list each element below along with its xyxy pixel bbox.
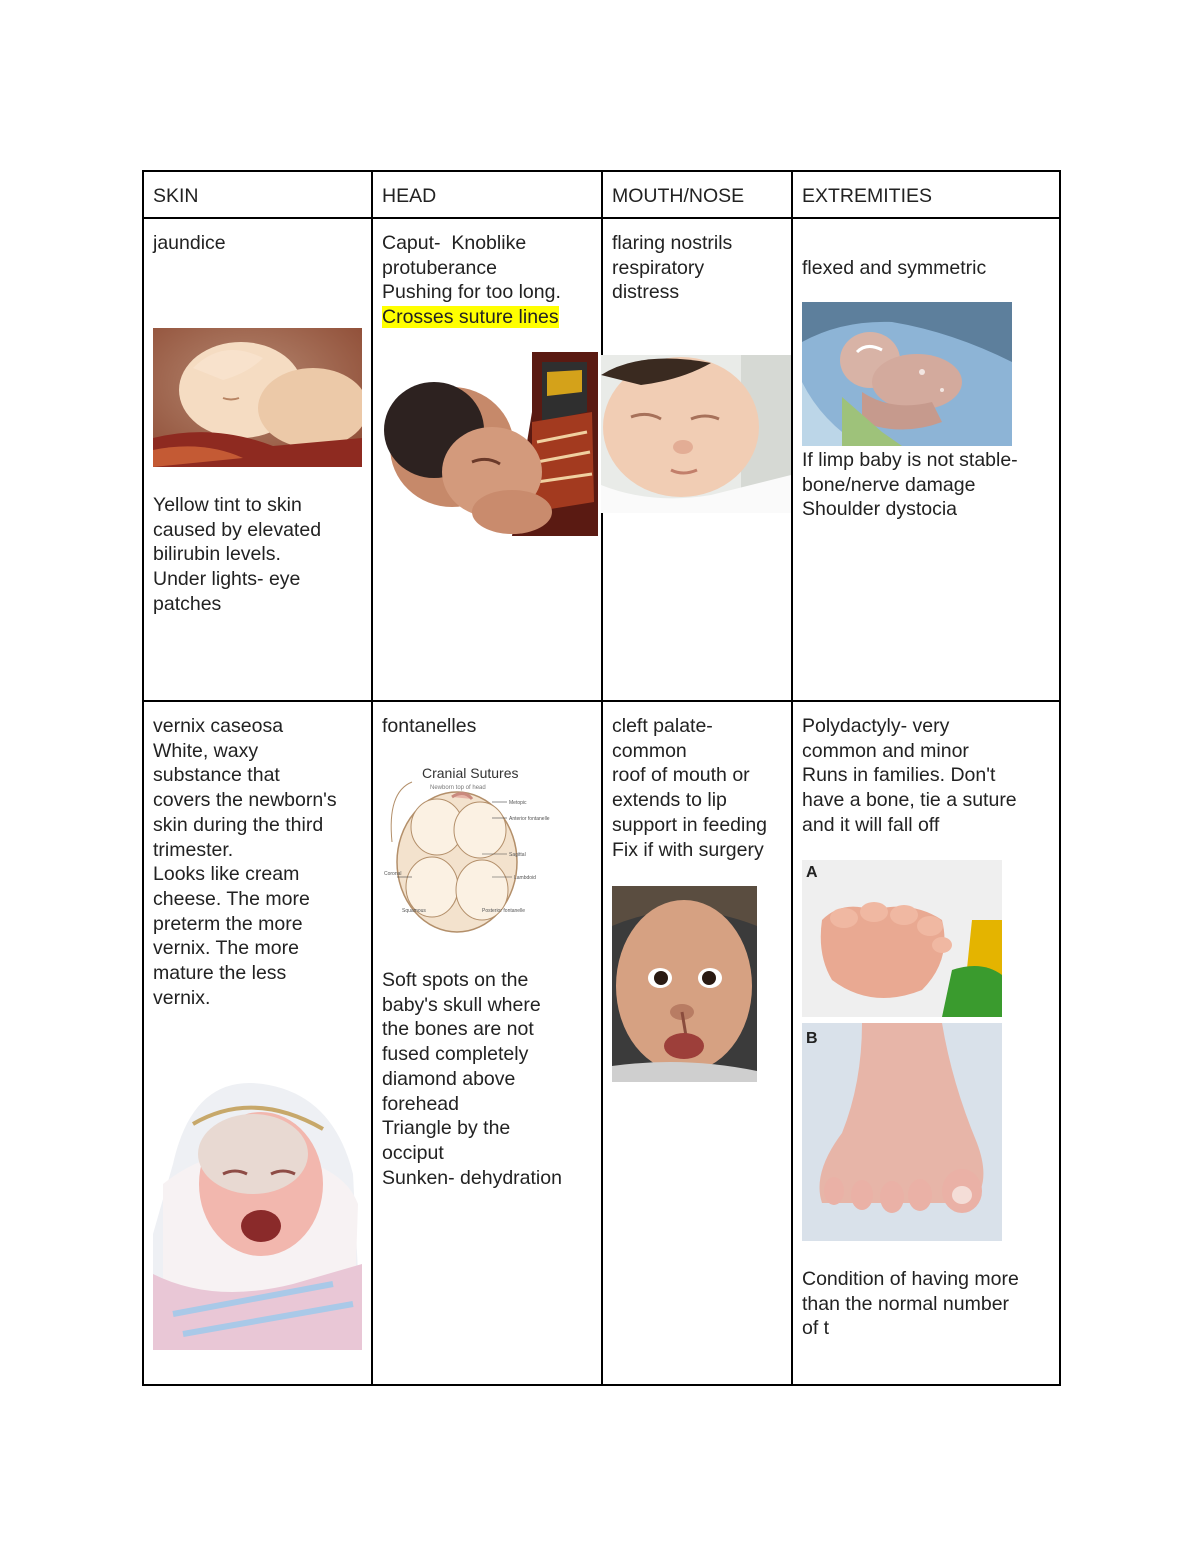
jaundice-line: Under lights- eye (153, 568, 301, 591)
vernix-line: preterm the more (153, 912, 303, 935)
caput-line: protuberance (382, 256, 497, 279)
vernix-line: Looks like cream (153, 863, 300, 886)
jaundice-line: Yellow tint to skin (153, 494, 302, 516)
cleft-line: cleft palate- (612, 715, 713, 737)
vernix-line: vernix. (153, 986, 211, 1009)
polydactyly-hand-photo (802, 860, 1002, 1017)
nostrils-line: distress (612, 281, 680, 304)
definition-line: of t (802, 1317, 830, 1340)
vernix-newborn-photo (153, 1034, 362, 1350)
caput-line: Caput- Knoblike (382, 232, 527, 254)
header-mouth-nose: MOUTH/NOSE (612, 185, 745, 207)
diagram-label: Lambdoid (514, 875, 536, 881)
row-divider (144, 217, 1059, 219)
diagram-label: Coronal (384, 871, 402, 877)
polydactyly-line: Runs in families. Don't (802, 764, 996, 787)
fontanelles-line: diamond above (382, 1067, 516, 1090)
jaundice-line: caused by elevated (153, 518, 322, 541)
figure-label-b: B (806, 1030, 818, 1047)
cleft-line: support in feeding (612, 813, 768, 836)
nostrils-line: respiratory (612, 256, 705, 279)
fontanelles-line: Sunken- dehydration (382, 1166, 562, 1189)
jaundice-line: bilirubin levels. (153, 543, 281, 566)
extremities-limp-description (802, 448, 1018, 522)
head-fontanelles-title: fontanelles (382, 715, 477, 737)
vernix-line: substance that (153, 764, 280, 787)
cleft-line: common (612, 739, 687, 762)
polydactyly-description (802, 714, 1017, 838)
extremities-flexed-title: flexed and symmetric (802, 257, 987, 279)
skin-vernix-cell (153, 714, 337, 1010)
figure-label-a: A (806, 864, 818, 881)
skin-jaundice-cell (153, 231, 226, 256)
diagram-label: Metopic (509, 800, 527, 806)
polydactyly-line: Polydactyly- very (802, 715, 950, 737)
diagram-label: Anterior fontanelle (509, 816, 550, 822)
sleeping-newborn-photo (153, 328, 362, 467)
cleft-line: roof of mouth or (612, 764, 750, 787)
cleft-line: Fix if with surgery (612, 838, 764, 861)
caput-newborn-photo (382, 352, 598, 536)
mouth-cleft-cell (612, 714, 767, 862)
vernix-line: mature the less (153, 962, 287, 985)
diagram-label: Squamous (402, 908, 426, 914)
polydactyly-line: have a bone, tie a suture (802, 789, 1017, 812)
diagram-title: Cranial Sutures (422, 765, 519, 781)
definition-line: than the normal number (802, 1292, 1010, 1315)
limp-line: Shoulder dystocia (802, 498, 958, 521)
limp-line: bone/nerve damage (802, 473, 976, 496)
header-extremities: EXTREMITIES (802, 185, 933, 207)
limp-line: If limp baby is not stable- (802, 449, 1018, 471)
vernix-line: vernix. The more (153, 937, 299, 960)
fontanelles-line: baby's skull where (382, 993, 541, 1016)
vernix-line: cheese. The more (153, 887, 310, 910)
jaundice-title: jaundice (153, 232, 226, 254)
cleft-lip-child-photo (612, 886, 757, 1082)
definition-line: Condition of having more (802, 1268, 1019, 1290)
polydactyly-foot-photo (802, 1023, 1002, 1241)
fontanelles-line: occiput (382, 1141, 444, 1164)
polydactyly-definition (802, 1267, 1019, 1341)
newborn-face-photo (601, 355, 791, 513)
vernix-line: skin during the third (153, 813, 324, 836)
jaundice-description (153, 493, 321, 617)
delivery-newborn-photo (802, 302, 1012, 446)
diagram-label: Sagittal (509, 852, 526, 858)
column-divider (371, 172, 373, 1384)
vernix-line: covers the newborn's (153, 789, 337, 812)
diagram-subtitle: Newborn top of head (430, 785, 486, 791)
fontanelles-line: Soft spots on the (382, 969, 529, 991)
caput-line: Pushing for too long. (382, 281, 561, 304)
cleft-line: extends to lip (612, 789, 727, 812)
caput-highlight: Crosses suture lines (382, 306, 559, 329)
fontanelles-line: forehead (382, 1092, 459, 1115)
fontanelles-line: fused completely (382, 1043, 529, 1066)
fontanelles-description (382, 968, 562, 1190)
column-divider (601, 172, 603, 1384)
jaundice-line: patches (153, 592, 222, 615)
mouth-nostrils-cell (612, 231, 732, 305)
diagram-label: Posterior fontanelle (482, 908, 526, 914)
fontanelles-line: the bones are not (382, 1018, 534, 1041)
polydactyly-line: common and minor (802, 739, 969, 762)
header-head: HEAD (382, 185, 437, 207)
fontanelles-line: Triangle by the (382, 1117, 511, 1140)
assessment-table (142, 170, 1061, 1386)
cranial-sutures-diagram (382, 762, 562, 944)
vernix-line: White, waxy (153, 739, 259, 762)
polydactyly-line: and it will fall off (802, 813, 940, 836)
nostrils-line: flaring nostrils (612, 232, 733, 254)
head-caput-cell (382, 231, 561, 330)
row-divider (144, 700, 1059, 702)
vernix-line: vernix caseosa (153, 715, 284, 737)
vernix-line: trimester. (153, 838, 234, 861)
header-skin: SKIN (153, 185, 199, 207)
column-divider (791, 172, 793, 1384)
